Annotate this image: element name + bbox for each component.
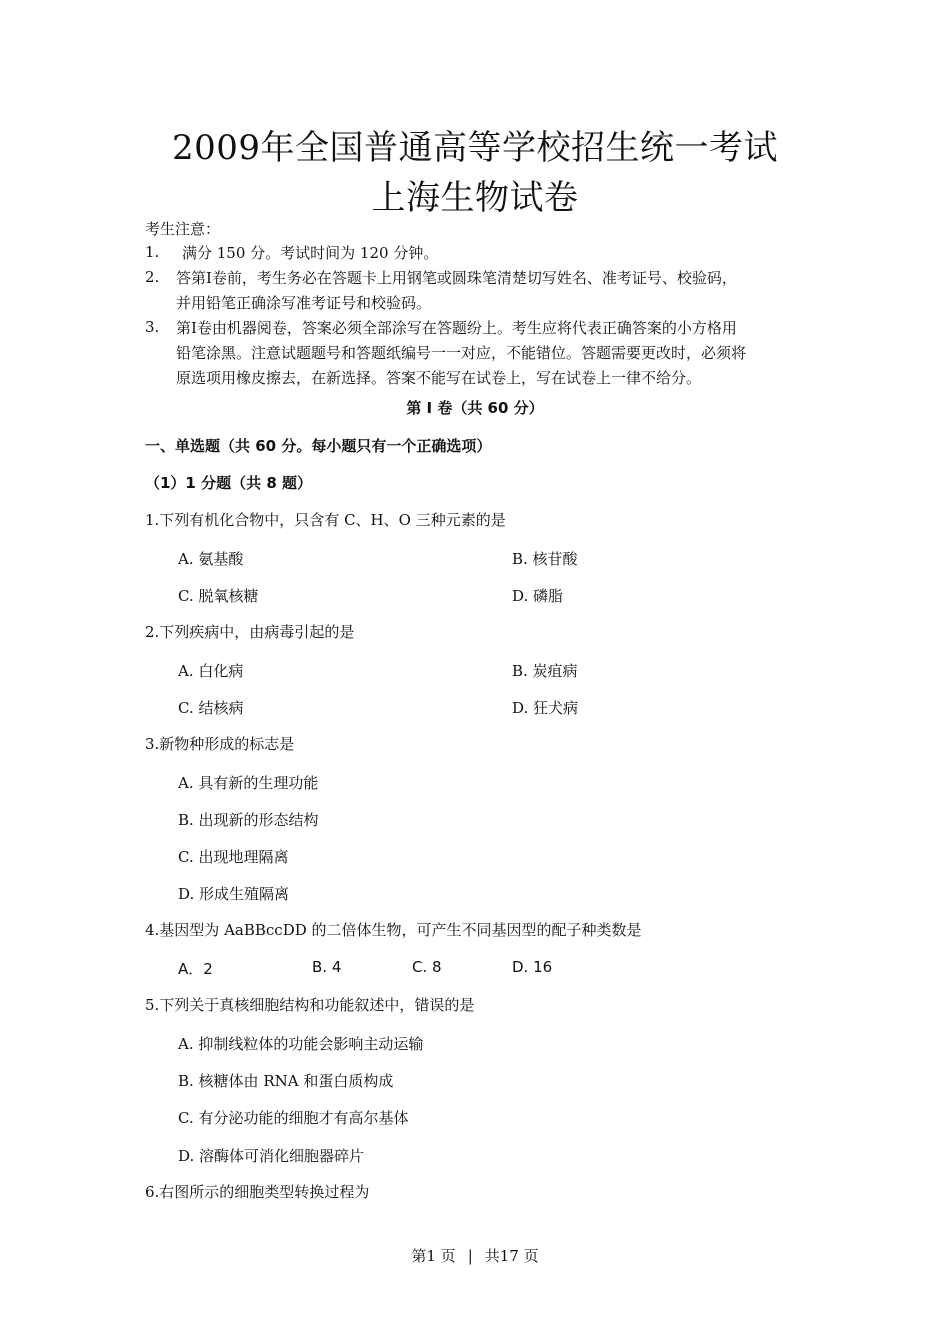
notice-item-3-text-line2: 铅笔涂黑。注意试题题号和答题纸编号一一对应，不能错位。答题需要更改时，必须将 bbox=[176, 344, 747, 362]
question-3-option-a: A. 具有新的生理功能 bbox=[178, 774, 319, 792]
question-5-stem: 5.下列关于真核细胞结构和功能叙述中，错误的是 bbox=[145, 996, 475, 1014]
notice-item-1-text: 满分 150 分。考试时间为 120 分钟。 bbox=[182, 244, 439, 262]
footer-separator: | bbox=[467, 1247, 473, 1265]
notice-item-2-number: 2. bbox=[145, 268, 160, 286]
question-2-option-b: B. 炭疽病 bbox=[512, 662, 578, 680]
notice-item-3-number: 3. bbox=[145, 318, 160, 336]
question-4-option-c: C. 8 bbox=[412, 958, 442, 976]
footer-total-pages: 共17 页 bbox=[484, 1247, 539, 1265]
question-2-option-c: C. 结核病 bbox=[178, 699, 244, 717]
question-2-option-a: A. 白化病 bbox=[178, 662, 244, 680]
question-1-option-c: C. 脱氧核糖 bbox=[178, 587, 259, 605]
question-5-option-c: C. 有分泌功能的细胞才有高尔基体 bbox=[178, 1109, 409, 1127]
question-4-stem: 4.基因型为 AaBBccDD 的二倍体生物，可产生不同基因型的配子种类数是 bbox=[145, 921, 642, 939]
part-title: 第 I 卷（共 60 分） bbox=[406, 399, 544, 417]
question-4-option-d: D. 16 bbox=[512, 958, 553, 976]
page-footer bbox=[0, 1245, 950, 1266]
question-3-stem: 3.新物种形成的标志是 bbox=[145, 735, 295, 753]
sub-heading: （1）1 分题（共 8 题） bbox=[145, 474, 312, 492]
exam-title-line2: 上海生物试卷 bbox=[371, 178, 579, 218]
question-1-stem: 1.下列有机化合物中，只含有 C、H、O 三种元素的是 bbox=[145, 511, 506, 529]
notice-item-3-text-line1: 第Ⅰ卷由机器阅卷，答案必须全部涂写在答题纷上。考生应将代表正确答案的小方格用 bbox=[176, 319, 737, 337]
footer-page-number: 第1 页 bbox=[411, 1247, 456, 1265]
notice-item-2-text-line2: 并用铅笔正确涂写准考证号和校验码。 bbox=[176, 294, 432, 312]
question-4-option-b: B. 4 bbox=[312, 958, 342, 976]
question-1-option-b: B. 核苷酸 bbox=[512, 550, 578, 568]
notice-item-2-text-line1: 答第Ⅰ卷前，考生务必在答题卡上用钢笔或圆珠笔清楚切写姓名、准考证号、校验码， bbox=[176, 269, 737, 287]
question-5-option-a: A. 抑制线粒体的功能会影响主动运输 bbox=[178, 1035, 424, 1053]
exam-title-line1: 2009年全国普通高等学校招生统一考试 bbox=[171, 128, 779, 168]
question-6-stem: 6.右图所示的细胞类型转换过程为 bbox=[145, 1183, 370, 1201]
notice-heading: 考生注意： bbox=[145, 220, 221, 238]
notice-item-1-number: 1. bbox=[145, 243, 160, 261]
question-5-option-d: D. 溶酶体可消化细胞器碎片 bbox=[178, 1147, 365, 1165]
section-heading: 一、单选题（共 60 分。每小题只有一个正确选项） bbox=[145, 437, 492, 455]
notice-item-3-text-line3: 原选项用橡皮擦去，在新选择。答案不能写在试卷上，写在试卷上一律不给分。 bbox=[176, 369, 702, 387]
question-2-stem: 2.下列疾病中，由病毒引起的是 bbox=[145, 623, 355, 641]
question-4-option-a: A．2 bbox=[178, 960, 213, 978]
question-3-option-d: D. 形成生殖隔离 bbox=[178, 885, 290, 903]
question-3-option-b: B. 出现新的形态结构 bbox=[178, 811, 319, 829]
question-1-option-d: D. 磷脂 bbox=[512, 587, 564, 605]
question-5-option-b: B. 核糖体由 RNA 和蛋白质构成 bbox=[178, 1072, 394, 1090]
question-2-option-d: D. 狂犬病 bbox=[512, 699, 579, 717]
question-3-option-c: C. 出现地理隔离 bbox=[178, 848, 289, 866]
question-1-option-a: A. 氨基酸 bbox=[178, 550, 244, 568]
